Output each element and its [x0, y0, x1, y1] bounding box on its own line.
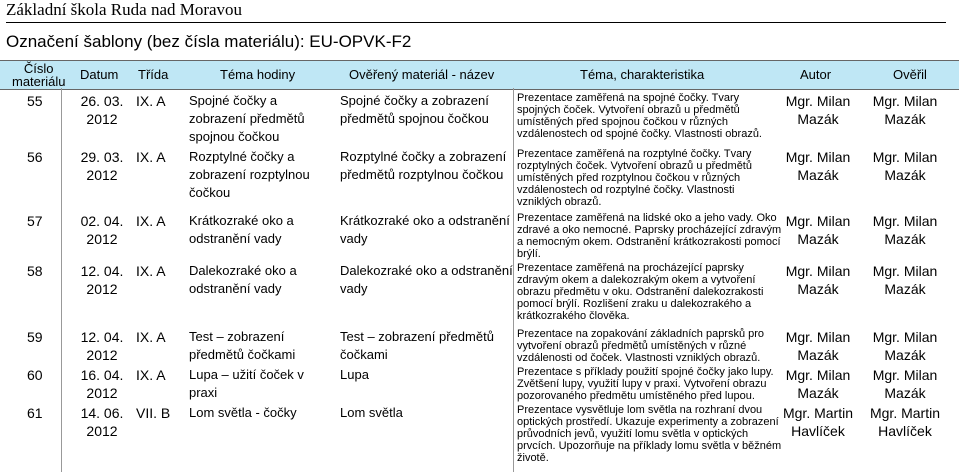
class-cell: IX. A	[136, 367, 166, 383]
verified-by-cell: Mgr. Milan Mazák	[872, 93, 938, 127]
author-cell: Mgr. Milan Mazák	[785, 263, 851, 297]
title-divider	[6, 22, 946, 23]
date-cell: 16. 04. 2012	[80, 367, 124, 401]
material-number: 61	[27, 405, 43, 421]
table-header	[0, 60, 959, 90]
date-cell: 12. 04. 2012	[80, 263, 124, 297]
material-number: 60	[27, 367, 43, 383]
material-title: Krátkozraké oko a odstranění vady	[340, 213, 510, 246]
date-cell: 02. 04. 2012	[80, 213, 124, 247]
verified-by-cell: Mgr. Milan Mazák	[872, 329, 938, 363]
description-cell: Prezentace na zopakování základních paprsků pro vytvoření obrazů předmětů umístěných v různé vzdálenosti od čoček. Vlastnosti vzniklých obrazů.	[517, 328, 765, 364]
column-divider	[61, 88, 62, 472]
verified-by-cell: Mgr. Milan Mazák	[872, 263, 938, 297]
material-title: Test – zobrazení předmětů čočkami	[340, 329, 494, 362]
header-trida: Třída	[138, 67, 169, 82]
lesson-theme: Rozptylné čočky a zobrazení rozptylnou čočkou	[189, 149, 310, 200]
lesson-theme: Dalekozraké oko a odstranění vady	[189, 263, 297, 296]
verified-by-cell: Mgr. Martin Havlíček	[869, 405, 940, 439]
template-designation: Označení šablony (bez čísla materiálu): EU-OPVK-F2	[6, 32, 412, 51]
verified-by-cell: Mgr. Milan Mazák	[872, 367, 938, 401]
verified-by-cell: Mgr. Milan Mazák	[872, 149, 938, 183]
header-datum: Datum	[80, 67, 119, 82]
header-overeny-material: Ověřený materiál - název	[349, 67, 495, 82]
header-cislo: Číslo materiálu	[12, 61, 66, 89]
lesson-theme: Test – zobrazení předmětů čočkami	[189, 329, 296, 362]
date-cell: 26. 03. 2012	[80, 93, 124, 127]
description-cell: Prezentace zaměřená na spojné čočky. Tvary spojných čoček. Vytvoření obrazů u předmětů umístěných před spojnou čočkou v různých vzdálenostech od spojné čočky. Vlastnosti obrazů.	[517, 92, 762, 140]
description-cell: Prezentace s příklady použití spojné čočky jako lupy. Zvětšení lupy, využití lupy v praxi. Vytvoření obrazu pozorovaného předmětu umístěného před lupou.	[517, 366, 774, 402]
lesson-theme: Krátkozraké oko a odstranění vady	[189, 213, 294, 246]
verified-by-cell: Mgr. Milan Mazák	[872, 213, 938, 247]
author-cell: Mgr. Milan Mazák	[785, 329, 851, 363]
lesson-theme: Lupa – užití čoček v praxi	[189, 367, 304, 400]
class-cell: IX. A	[136, 93, 166, 109]
material-title: Spojné čočky a zobrazení předmětů spojnou čočkou	[340, 93, 489, 126]
material-title: Rozptylné čočky a zobrazení předmětů rozptylnou čočkou	[340, 149, 507, 182]
header-overil: Ověřil	[893, 67, 927, 82]
material-number: 57	[27, 213, 43, 229]
material-title: Dalekozraké oko a odstranění vady	[340, 263, 513, 296]
material-number: 59	[27, 329, 43, 345]
class-cell: IX. A	[136, 263, 166, 279]
class-cell: IX. A	[136, 213, 166, 229]
description-cell: Prezentace zaměřená na rozptylné čočky. Tvary rozptylných čoček. Vytvoření obrazů u předmětů umístěných před rozptylnou čočkou v různých vzdálenostech od rozptylné čočky. Vlastnosti vzniklých obrazů.	[517, 148, 752, 208]
description-cell: Prezentace zaměřená na procházející paprsky zdravým okem a dalekozrakým okem a vytvoření obrazu předmětu v oku. Odstranění dalekozrakosti pomocí brýlí. Rozlišení zraku u dalekozrakého a krátkozrakého člověka.	[517, 262, 764, 322]
date-cell: 12. 04. 2012	[80, 329, 124, 363]
author-cell: Mgr. Milan Mazák	[785, 93, 851, 127]
header-tema-hodiny: Téma hodiny	[220, 67, 296, 82]
material-number: 56	[27, 149, 43, 165]
description-cell: Prezentace vysvětluje lom světla na rozhraní dvou optických prostředí. Ukazuje experimenty a zobrazení průvodních jevů, využití lomu světla v optických prvcích. Upozorňuje na příklady lomu světla v běžném životě.	[517, 404, 782, 464]
material-title: Lupa	[340, 367, 369, 382]
author-cell: Mgr. Milan Mazák	[785, 149, 851, 183]
date-cell: 29. 03. 2012	[80, 149, 124, 183]
class-cell: IX. A	[136, 149, 166, 165]
school-name: Základní škola Ruda nad Moravou	[6, 0, 243, 19]
lesson-theme: Lom světla - čočky	[189, 405, 297, 420]
material-title: Lom světla	[340, 405, 403, 420]
author-cell: Mgr. Milan Mazák	[785, 367, 851, 401]
class-cell: VII. B	[136, 405, 171, 421]
date-cell: 14. 06. 2012	[80, 405, 124, 439]
material-number: 55	[27, 93, 43, 109]
author-cell: Mgr. Martin Havlíček	[782, 405, 853, 439]
class-cell: IX. A	[136, 329, 166, 345]
lesson-theme: Spojné čočky a zobrazení předmětů spojnou čočkou	[189, 93, 305, 144]
header-autor: Autor	[800, 67, 832, 82]
material-number: 58	[27, 263, 43, 279]
description-cell: Prezentace zaměřená na lidské oko a jeho vady. Oko zdravé a oko nemocné. Paprsky procházející zdravým a nemocným okem. Odstranění krátkozrakosti pomocí brýlí.	[517, 212, 782, 260]
author-cell: Mgr. Milan Mazák	[785, 213, 851, 247]
header-tema-charakteristika: Téma, charakteristika	[580, 67, 705, 82]
